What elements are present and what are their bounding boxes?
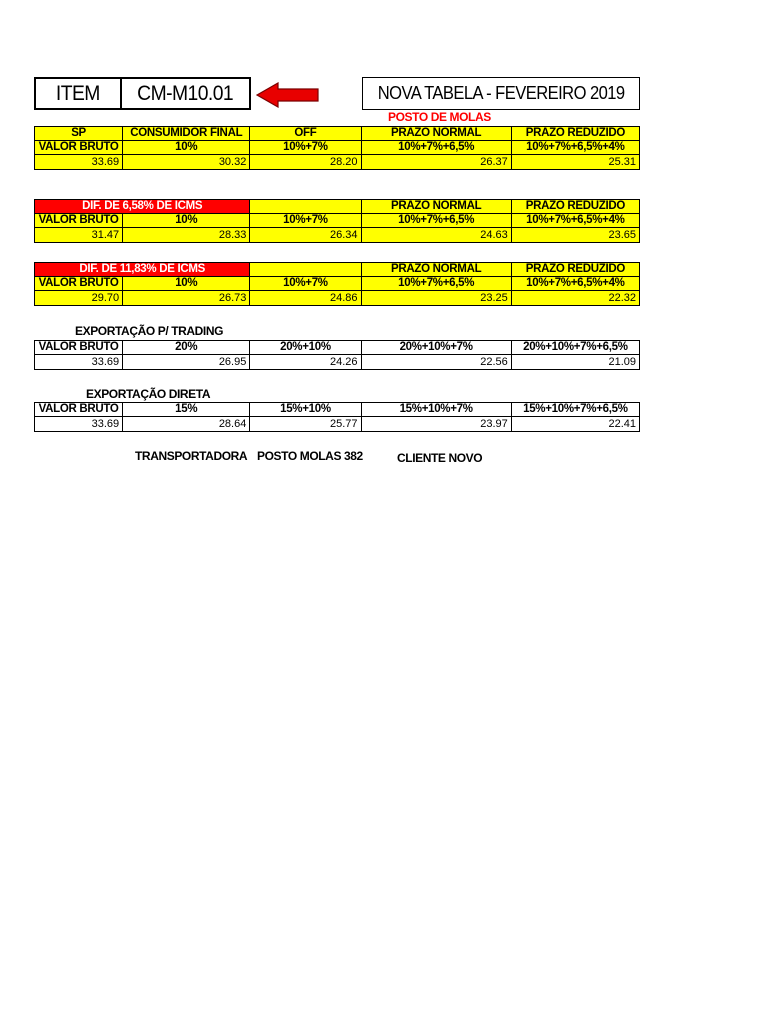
table-value-row	[35, 291, 640, 306]
table-subheader-cell: 15%+10%	[250, 403, 361, 417]
table-subheader-cell: 15%+10%+7%+6,5%	[511, 403, 639, 417]
table-subheader-cell: VALOR BRUTO	[35, 141, 123, 155]
table-value-cell: 28.64	[123, 417, 250, 432]
table-subheader-cell: VALOR BRUTO	[35, 341, 123, 355]
table-header-row	[35, 200, 640, 214]
table-value-cell: 24.26	[250, 355, 361, 370]
table-value-cell: 26.95	[123, 355, 250, 370]
table-value-row	[35, 228, 640, 243]
table-subheader-row	[35, 141, 640, 155]
item-code: CM-M10.01	[137, 81, 234, 105]
table-subheader-cell: VALOR BRUTO	[35, 403, 123, 417]
table-subheader-row	[35, 403, 640, 417]
table-value-cell: 26.37	[361, 155, 511, 170]
table-header-cell: SP	[35, 127, 123, 141]
table-subheader-cell: 10%+7%+6,5%	[361, 277, 511, 291]
table-subheader-row	[35, 341, 640, 355]
table-subheader-cell: 20%+10%	[250, 341, 361, 355]
footer-posto-molas: POSTO MOLAS 382	[257, 449, 363, 463]
table-header-cell	[250, 263, 361, 277]
table-value-cell: 33.69	[35, 155, 123, 170]
table-value-cell: 29.70	[35, 291, 123, 306]
table-header-cell: CONSUMIDOR FINAL	[123, 127, 250, 141]
table-header-cell: OFF	[250, 127, 361, 141]
section-title-trading: EXPORTAÇÃO P/ TRADING	[75, 324, 224, 338]
table-value-cell: 33.69	[35, 355, 123, 370]
table-subheader-cell: 10%+7%	[250, 214, 361, 228]
table-value-cell: 22.32	[511, 291, 639, 306]
price-table-icms-1183	[34, 262, 640, 306]
table-value-cell: 33.69	[35, 417, 123, 432]
table-header-cell: PRAZO REDUZIDO	[511, 200, 639, 214]
table-value-cell: 25.31	[511, 155, 639, 170]
table-header-cell	[250, 200, 361, 214]
table-subheader-cell: 15%+10%+7%	[361, 403, 511, 417]
table-subheader-cell: 10%+7%+6,5%+4%	[511, 214, 639, 228]
table-subheader-cell: 15%	[123, 403, 250, 417]
table-subheader-cell: 20%	[123, 341, 250, 355]
icms-difference-cell: DIF. DE 11,83% DE ICMS	[35, 263, 250, 277]
table-header-cell: PRAZO NORMAL	[361, 200, 511, 214]
page-title: NOVA TABELA - FEVEREIRO 2019	[377, 83, 625, 103]
table-subheader-cell: 10%	[123, 214, 250, 228]
table-subheader-row	[35, 277, 640, 291]
table-header-cell: PRAZO REDUZIDO	[511, 127, 639, 141]
table-subheader-cell: 10%+7%	[250, 141, 361, 155]
table-value-cell: 21.09	[511, 355, 639, 370]
table-subheader-cell: 10%	[123, 141, 250, 155]
table-header-cell: PRAZO NORMAL	[361, 263, 511, 277]
table-header-row	[35, 127, 640, 141]
table-value-cell: 28.33	[123, 228, 250, 243]
table-subheader-cell: 20%+10%+7%	[361, 341, 511, 355]
price-table-direct	[34, 402, 640, 432]
table-value-cell: 28.20	[250, 155, 361, 170]
table-value-cell: 24.63	[361, 228, 511, 243]
table-value-cell: 23.65	[511, 228, 639, 243]
table-subheader-cell: VALOR BRUTO	[35, 277, 123, 291]
table-header-cell: PRAZO NORMAL	[361, 127, 511, 141]
table-value-cell: 31.47	[35, 228, 123, 243]
table-value-cell: 26.34	[250, 228, 361, 243]
table-value-cell: 24.86	[250, 291, 361, 306]
item-label: ITEM	[56, 81, 100, 105]
table-header-row	[35, 263, 640, 277]
table-subheader-cell: 10%+7%+6,5%+4%	[511, 277, 639, 291]
table-value-row	[35, 155, 640, 170]
table-value-cell: 22.41	[511, 417, 639, 432]
table-subheader-row	[35, 214, 640, 228]
title-box	[362, 77, 640, 110]
price-table-icms-658	[34, 199, 640, 243]
table-subheader-cell: 10%+7%+6,5%	[361, 141, 511, 155]
table-value-cell: 22.56	[361, 355, 511, 370]
price-table-sp	[34, 126, 640, 170]
table-subheader-cell: 10%	[123, 277, 250, 291]
red-left-arrow-icon	[256, 82, 320, 108]
table-value-cell: 25.77	[250, 417, 361, 432]
table-value-cell: 23.97	[361, 417, 511, 432]
table-value-cell: 23.25	[361, 291, 511, 306]
table-value-cell: 30.32	[123, 155, 250, 170]
table-header-cell: PRAZO REDUZIDO	[511, 263, 639, 277]
table-subheader-cell: VALOR BRUTO	[35, 214, 123, 228]
footer-transportadora: TRANSPORTADORA	[135, 449, 248, 463]
table-value-row	[35, 355, 640, 370]
footer-cliente-novo: CLIENTE NOVO	[397, 451, 483, 465]
price-table-trading	[34, 340, 640, 370]
table-value-row	[35, 417, 640, 432]
table-subheader-cell: 10%+7%+6,5%+4%	[511, 141, 639, 155]
table-subheader-cell: 10%+7%	[250, 277, 361, 291]
page-subtitle: POSTO DE MOLAS	[388, 110, 491, 124]
table-subheader-cell: 20%+10%+7%+6,5%	[511, 341, 639, 355]
icms-difference-cell: DIF. DE 6,58% DE ICMS	[35, 200, 250, 214]
item-label-box	[34, 77, 122, 110]
item-code-box	[120, 77, 251, 110]
table-subheader-cell: 10%+7%+6,5%	[361, 214, 511, 228]
table-value-cell: 26.73	[123, 291, 250, 306]
section-title-direct: EXPORTAÇÃO DIRETA	[86, 387, 211, 401]
